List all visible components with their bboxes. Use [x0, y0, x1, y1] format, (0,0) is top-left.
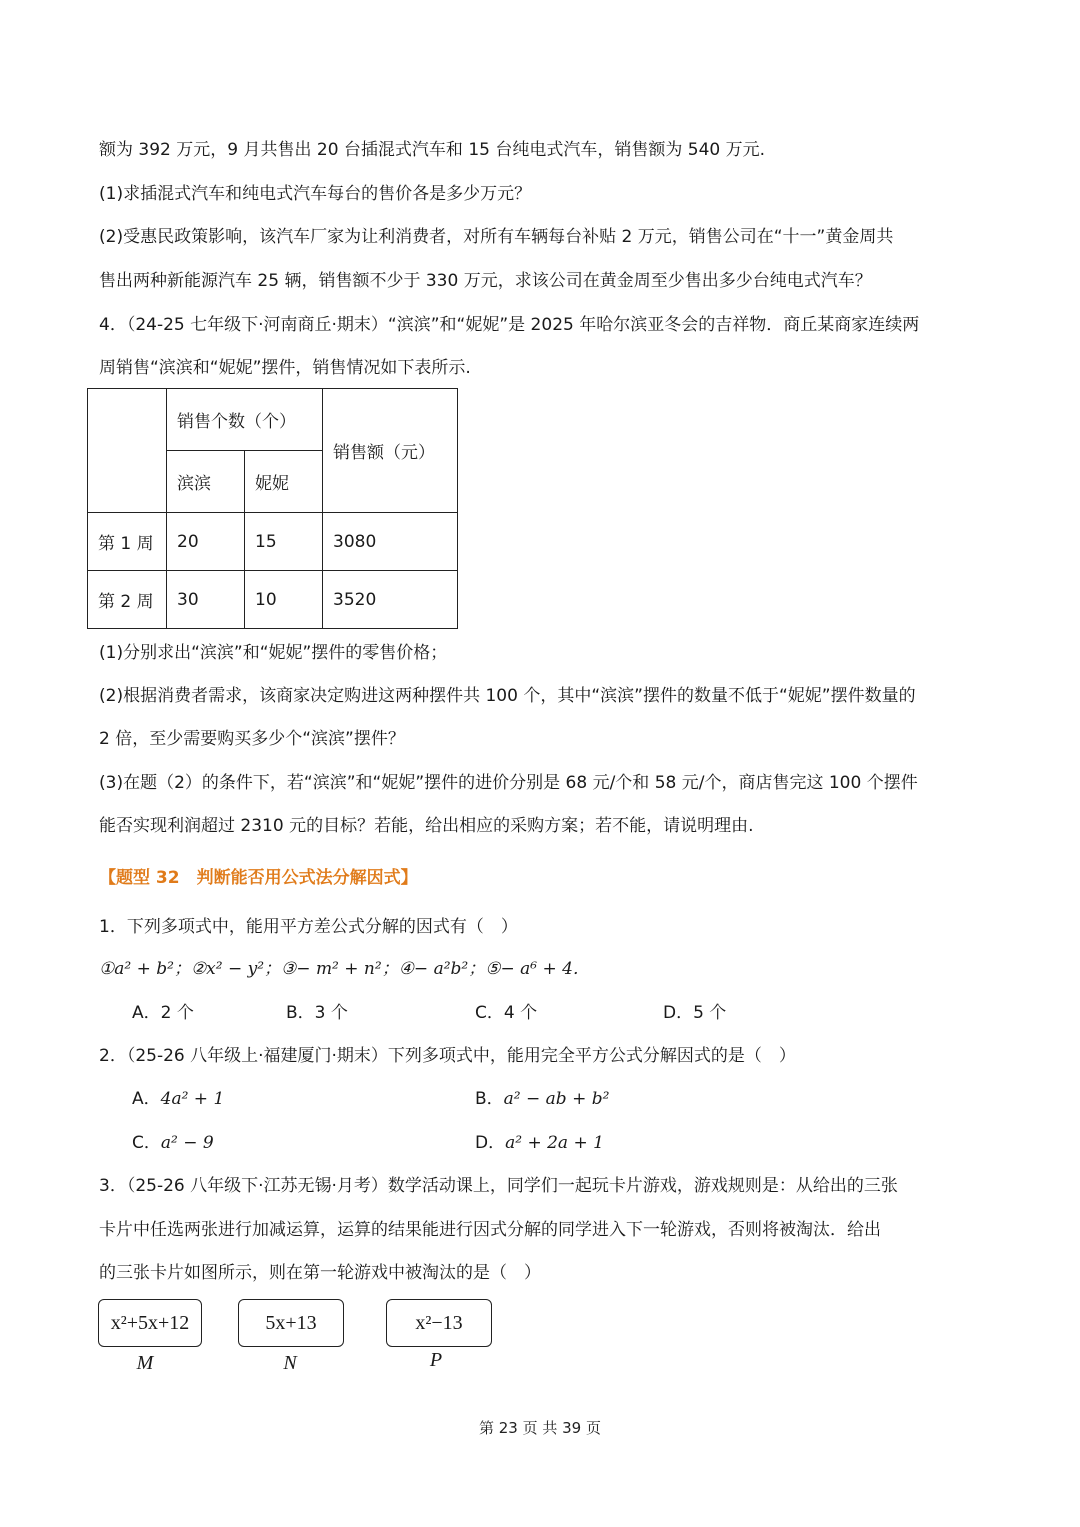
- card-p-label: P: [429, 1349, 443, 1371]
- s2-option-a-label: A．: [132, 1089, 161, 1109]
- card-n: [238, 1299, 344, 1347]
- table-cell-nini: 10: [245, 571, 323, 629]
- s2-option-c: [132, 1131, 214, 1155]
- s1-option-a: A．2 个: [132, 1003, 194, 1023]
- s2-option-c-expr: a² − 9: [160, 1133, 214, 1153]
- card-m-label: M: [136, 1352, 154, 1374]
- s3-stem-cont: 的三张卡片如图所示，则在第一轮游戏中被淘汰的是（ ）: [99, 1263, 541, 1283]
- table-cell-binbin: 20: [167, 513, 245, 571]
- card-p: [386, 1299, 492, 1347]
- s2-option-b-expr: a² − ab + b²: [503, 1089, 610, 1109]
- sales-table: [87, 388, 458, 629]
- s1-expressions: ①a² + b²；②x² − y²；③− m² + n²；④− a²b²；⑤− a⁶ + 4．: [99, 959, 590, 979]
- problem4-question-2-cont: 2 倍，至少需要购买多少个“滨滨”摆件？: [99, 729, 405, 749]
- s1-option-b: B．3 个: [286, 1003, 348, 1023]
- s2-stem: 2．（25-26 八年级上·福建厦门·期末）下列多项式中，能用完全平方公式分解因式的是（ ）: [99, 1046, 796, 1066]
- problem4-stem: 4．（24-25 七年级下·河南商丘·期末）“滨滨”和“妮妮”是 2025 年哈尔滨亚冬会的吉祥物．商丘某商家连续两: [99, 315, 920, 335]
- problem3-question-1: (1)求插混式汽车和纯电式汽车每台的售价各是多少万元？: [99, 184, 532, 204]
- s2-option-a-expr: 4a² + 1: [160, 1089, 225, 1109]
- section-heading: 【题型 32 判断能否用公式法分解因式】: [99, 868, 418, 888]
- table-row: [88, 571, 458, 629]
- card-p-expr: x²−13: [415, 1311, 463, 1334]
- card-m: [98, 1299, 202, 1347]
- s2-option-d-label: D．: [475, 1133, 506, 1153]
- table-header-amount: 销售额（元）: [323, 389, 458, 513]
- s2-option-c-label: C．: [132, 1133, 161, 1153]
- problem4-question-3-cont: 能否实现利润超过 2310 元的目标？若能，给出相应的采购方案；若不能，请说明理由.: [99, 816, 754, 836]
- problem3-question-2: (2)受惠民政策影响，该汽车厂家为让利消费者，对所有车辆每台补贴 2 万元，销售公司在“十一”黄金周共: [99, 227, 894, 247]
- table-header-count: 销售个数（个）: [167, 389, 323, 451]
- s1-stem: 1．下列多项式中，能用平方差公式分解的因式有（ ）: [99, 917, 518, 937]
- problem3-text-line: 额为 392 万元，9 月共售出 20 台插混式汽车和 15 台纯电式汽车，销售额为 540 万元.: [99, 140, 766, 160]
- table-cell-nini: 15: [245, 513, 323, 571]
- problem3-question-2-cont: 售出两种新能源汽车 25 辆，销售额不少于 330 万元，求该公司在黄金周至少售出多少台纯电式汽车？: [99, 271, 872, 291]
- s2-option-a: [132, 1087, 224, 1111]
- s3-stem-cont: 卡片中任选两张进行加减运算，运算的结果能进行因式分解的同学进入下一轮游戏，否则将被淘汰．给出: [99, 1220, 881, 1240]
- problem4-question-1: (1)分别求出“滨滨”和“妮妮”摆件的零售价格；: [99, 643, 448, 663]
- table-cell-binbin: 30: [167, 571, 245, 629]
- s1-option-d: D．5 个: [663, 1003, 727, 1023]
- card-m-expr: x²+5x+12: [110, 1311, 190, 1334]
- card-n-label: N: [283, 1352, 297, 1374]
- page-number: 第 23 页 共 39 页: [478, 1419, 601, 1437]
- table-corner-cell: [88, 389, 167, 513]
- table-header-nini: 妮妮: [245, 451, 323, 513]
- table-cell-week: 第 1 周: [88, 513, 167, 571]
- s3-stem: 3．（25-26 八年级下·江苏无锡·月考）数学活动课上，同学们一起玩卡片游戏，游戏规则是：从给出的三张: [99, 1176, 898, 1196]
- table-row: [88, 513, 458, 571]
- s2-option-b: [475, 1087, 609, 1111]
- s2-option-d-expr: a² + 2a + 1: [505, 1133, 604, 1153]
- table-cell-week: 第 2 周: [88, 571, 167, 629]
- s1-option-c: C．4 个: [475, 1003, 538, 1023]
- table-header-binbin: 滨滨: [167, 451, 245, 513]
- problem4-question-2: (2)根据消费者需求，该商家决定购进这两种摆件共 100 个，其中“滨滨”摆件的数量不低于“妮妮”摆件数量的: [99, 686, 916, 706]
- s2-option-b-label: B．: [475, 1089, 504, 1109]
- card-n-expr: 5x+13: [265, 1311, 317, 1334]
- problem4-stem-cont: 周销售“滨滨和“妮妮”摆件，销售情况如下表所示.: [99, 358, 471, 378]
- table-cell-amount: 3080: [323, 513, 458, 571]
- problem4-question-3: (3)在题（2）的条件下，若“滨滨”和“妮妮”摆件的进价分别是 68 元/个和 58 元/个，商店售完这 100 个摆件: [99, 773, 918, 793]
- s2-option-d: [475, 1131, 604, 1155]
- table-cell-amount: 3520: [323, 571, 458, 629]
